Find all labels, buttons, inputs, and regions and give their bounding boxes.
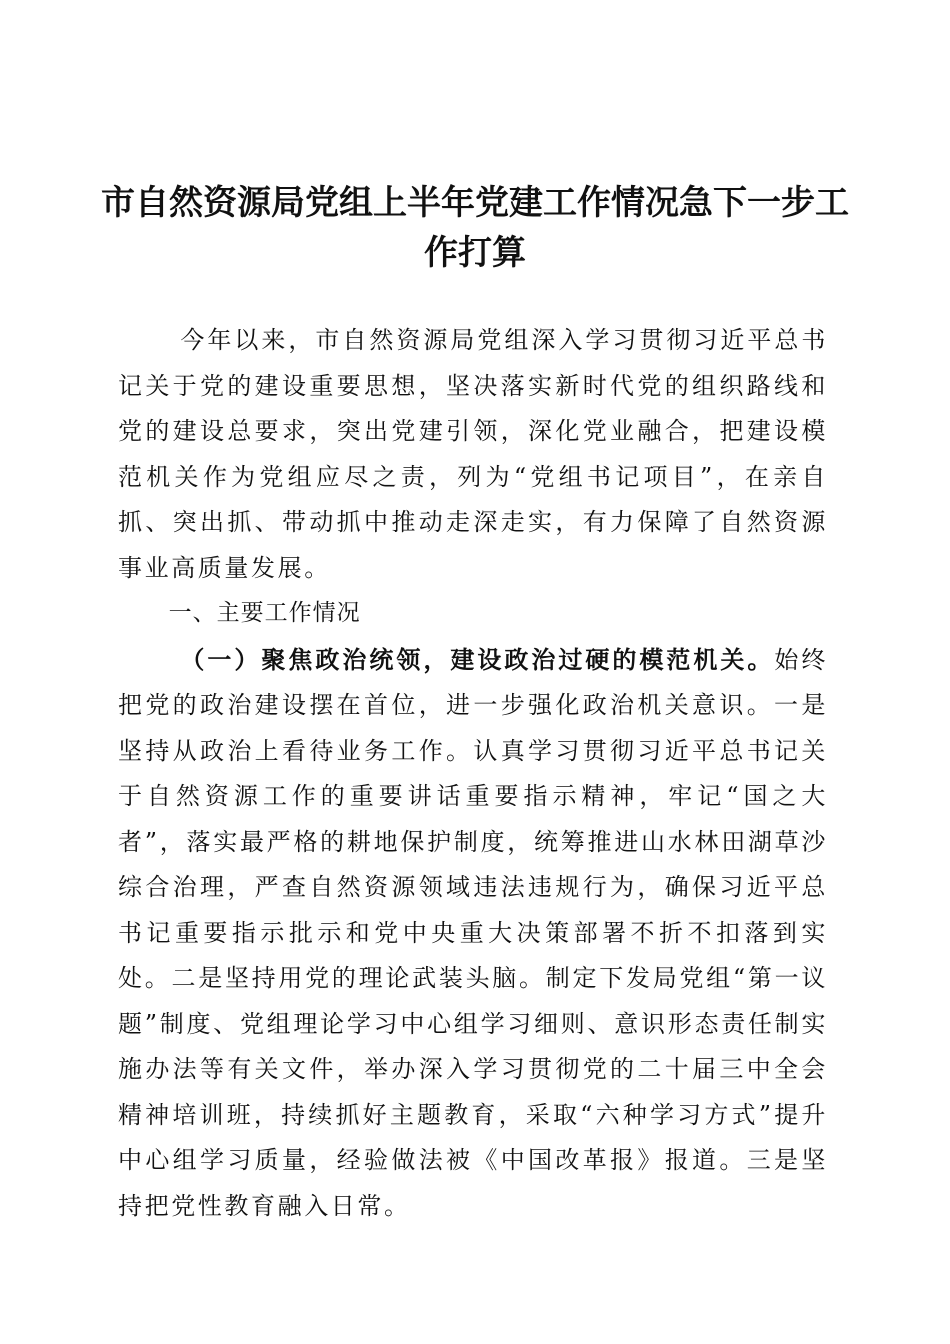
intro-paragraph: 今年以来，市自然资源局党组深入学习贯彻习近平总书记关于党的建设重要思想，坚决落实新时代党的组织路线和党的建设总要求，突出党建引领，深化党业融合，把建设模范机关作为党组应尽之责，列为“党组书记项目”，在亲自抓、突出抓、带动抓中推动走深走实，有力保障了自然资源事业高质量发展。 — [118, 326, 828, 582]
subsection-heading: （一）聚焦政治统领，建设政治过硬的模范机关。 — [180, 644, 775, 674]
subsection-body: 始终把党的政治建设摆在首位，进一步强化政治机关意识。一是坚持从政治上看待业务工作。认真学习贯彻习近平总书记关于自然资源工作的重要讲话重要指示精神，牢记“国之大者”，落实最严格的耕地保护制度，统筹推进山水林田湖草沙综合治理，严查自然资源领域违法违规行为，确保习近平总书记重要指示批示和党中央重大决策部署不折不扣落到实处。二是坚持用党的理论武装头脑。制定下发局党组“第一议题”制度、党组理论学习中心组学习细则、意识形态责任制实施办法等有关文件，举办深入学习贯彻党的二十届三中全会精神培训班，持续抓好主题教育，采取“六种学习方式”提升中心组学习质量，经验做法被《中国改革报》报道。三是坚持把党性教育融入日常。 — [118, 645, 829, 1220]
document-body — [118, 318, 828, 1229]
section-paragraph — [118, 637, 828, 1230]
section-heading: 一、主要工作情况 — [168, 600, 361, 626]
document-title: 市自然资源局党组上半年党建工作情况急下一步工作打算 — [101, 183, 849, 273]
